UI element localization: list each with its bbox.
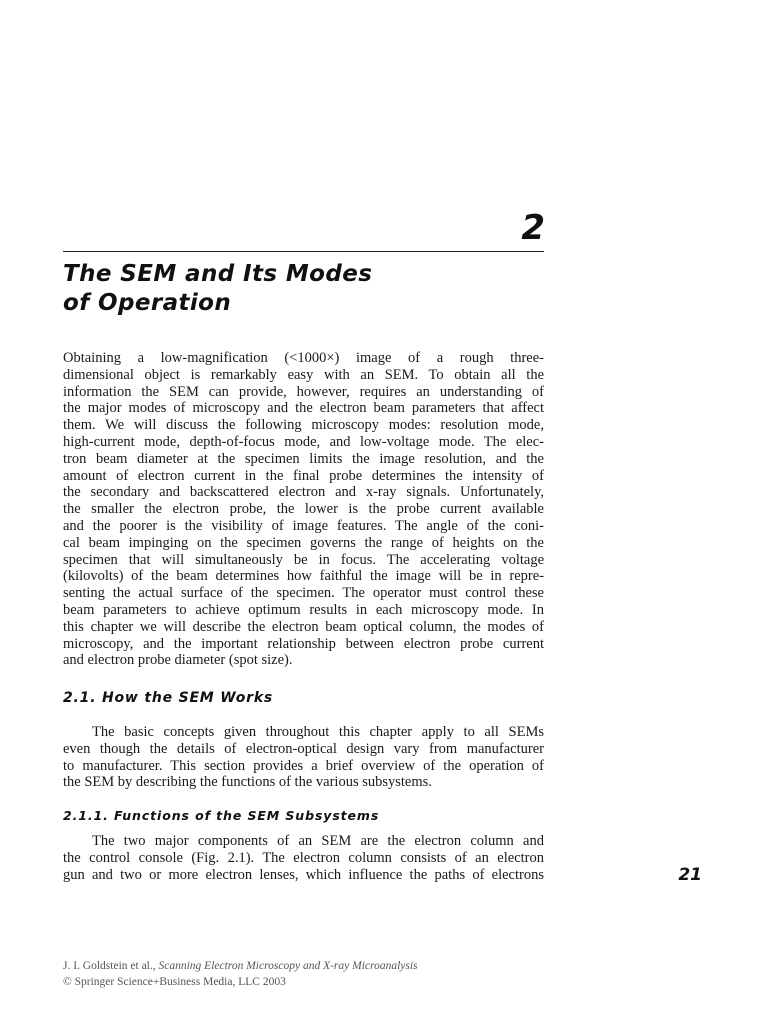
footer-citation [63, 958, 418, 990]
chapter-number: 2 [521, 208, 545, 248]
text-line: information the SEM can provide, however, requires an understanding of [63, 383, 544, 400]
section-heading: 2.1. How the SEM Works [63, 690, 274, 706]
text-line: amount of electron current in the final probe determines the intensity of [63, 467, 544, 484]
text-line: specimen that will simultaneously be in focus. The accelerating voltage [63, 551, 544, 568]
text-line: the major modes of microscopy and the electron beam parameters that affect [63, 400, 544, 417]
text-line: high-current mode, depth-of-focus mode, and low-voltage mode. The elec- [63, 433, 544, 450]
footer-copyright: © Springer Science+Business Media, LLC 2003 [63, 976, 286, 988]
text-line: and electron probe diameter (spot size). [63, 652, 293, 669]
text-line: senting the actual surface of the specimen. The operator must control these [63, 585, 544, 602]
text-line: the SEM by describing the functions of the various subsystems. [63, 774, 432, 791]
chapter-title-line: The SEM and Its Modes [63, 261, 373, 287]
footer-book-title: Scanning Electron Microscopy and X-ray Microanalysis [158, 960, 418, 972]
section-paragraph [63, 724, 544, 791]
text-line: the secondary and backscattered electron and x-ray signals. Unfortunately, [63, 484, 544, 501]
text-line: them. We will discuss the following microscopy modes: resolution mode, [63, 417, 544, 434]
text-line: the smaller the electron probe, the lower is the probe current available [63, 501, 544, 518]
text-line: dimensional object is remarkably easy with an SEM. To obtain all the [63, 366, 544, 383]
footer-citation-line [63, 958, 418, 974]
text-line: The two major components of an SEM are the electron column and [92, 833, 544, 849]
footer-authors: J. I. Goldstein et al., [63, 960, 156, 972]
text-line: cal beam impinging on the specimen governs the range of heights on the [63, 534, 544, 551]
intro-paragraph [63, 350, 544, 669]
text-line: beam parameters to achieve optimum results in each microscopy mode. In [63, 601, 544, 618]
text-line: The basic concepts given throughout this chapter apply to all SEMs [92, 724, 544, 740]
subsection-heading: 2.1.1. Functions of the SEM Subsystems [63, 808, 380, 823]
text-line: microscopy, and the important relationship between electron probe current [63, 635, 544, 652]
text-line: tron beam diameter at the specimen limits the image resolution, and the [63, 450, 544, 467]
page-number: 21 [678, 865, 702, 885]
chapter-title-line: of Operation [63, 290, 232, 316]
text-line: even though the details of electron-optical design vary from manufacturer [63, 740, 544, 757]
chapter-title [63, 260, 544, 318]
subsection-paragraph [63, 833, 544, 883]
text-line: Obtaining a low-magnification (<1000×) image of a rough three- [63, 350, 544, 366]
text-line: the control console (Fig. 2.1). The electron column consists of an electron [63, 849, 544, 866]
text-line: gun and two or more electron lenses, which influence the paths of electrons [63, 866, 544, 883]
text-line: and the poorer is the visibility of image features. The angle of the coni- [63, 517, 544, 534]
text-line: (kilovolts) of the beam determines how faithful the image will be in repre- [63, 568, 544, 585]
chapter-rule [63, 251, 544, 252]
text-line: this chapter we will describe the electron beam optical column, the modes of [63, 618, 544, 635]
text-line: to manufacturer. This section provides a brief overview of the operation of [63, 757, 544, 774]
